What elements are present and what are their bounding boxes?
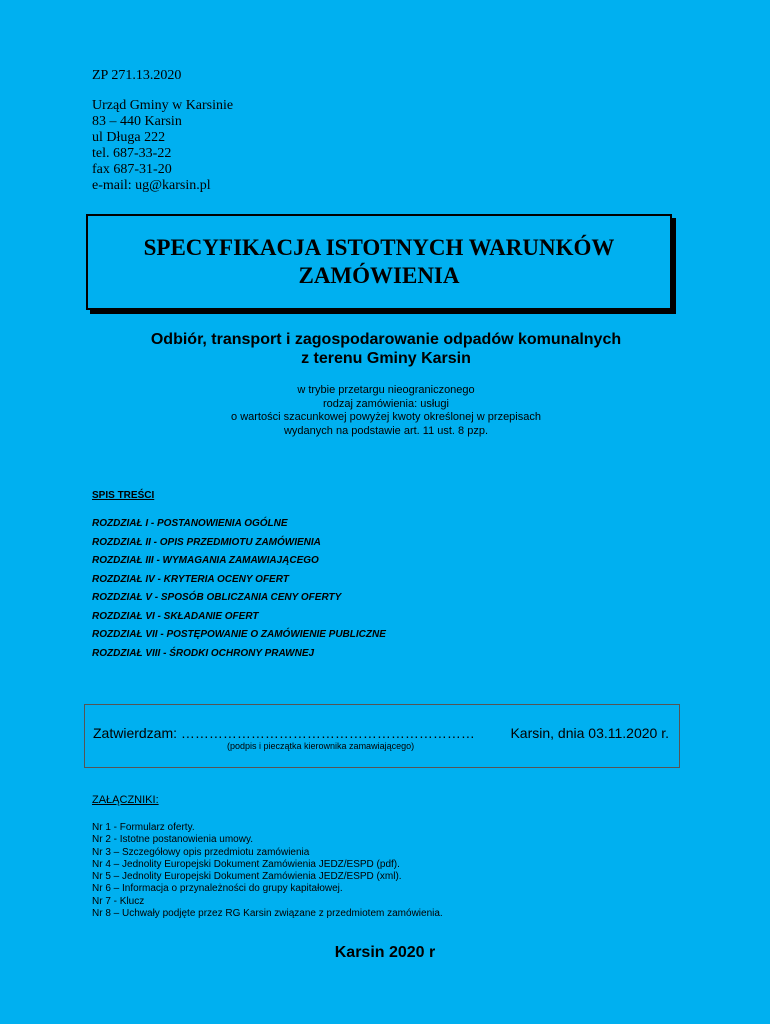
procedure-line: wydanych na podstawie art. 11 ust. 8 pzp. [283, 424, 489, 437]
attachment-item: Nr 7 - Klucz [92, 895, 145, 907]
toc-item: ROZDZIAŁ VIII - ŚRODKI OCHRONY PRAWNEJ [92, 647, 315, 659]
title-line: SPECYFIKACJA ISTOTNYCH WARUNKÓW [143, 235, 615, 260]
address-line: e-mail: ug@karsin.pl [92, 178, 211, 193]
document-title [144, 234, 615, 290]
address-line: fax 687-31-20 [92, 162, 172, 177]
table-of-contents [92, 490, 386, 663]
title-box [86, 214, 672, 310]
attachments-heading: ZAŁĄCZNIKI: [92, 794, 159, 806]
address-line: 83 – 440 Karsin [92, 114, 182, 129]
attachment-item: Nr 3 – Szczegółowy opis przedmiotu zamówienia [92, 846, 310, 858]
attachment-item: Nr 2 - Istotne postanowienia umowy. [92, 834, 254, 846]
place-date: Karsin, dnia 03.11.2020 r. [510, 725, 669, 741]
toc-item: ROZDZIAŁ II - OPIS PRZEDMIOTU ZAMÓWIENIA [92, 536, 321, 548]
address-line: ul Długa 222 [92, 130, 166, 145]
toc-item: ROZDZIAŁ VI - SKŁADANIE OFERT [92, 610, 259, 622]
header-block [92, 68, 233, 194]
address-line: tel. 687-33-22 [92, 146, 172, 161]
signature-note: (podpis i pieczątka kierownika zamawiającego) [227, 741, 415, 751]
attachment-item: Nr 4 – Jednolity Europejski Dokument Zamówienia JEDZ/ESPD (pdf). [92, 858, 400, 870]
attachment-item: Nr 6 – Informacja o przynależności do grupy kapitałowej. [92, 883, 343, 895]
address-line: Urząd Gminy w Karsinie [92, 98, 234, 113]
title-line: ZAMÓWIENIA [298, 263, 460, 288]
procedure-line: o wartości szacunkowej powyżej kwoty określonej w przepisach [231, 411, 541, 423]
toc-item: ROZDZIAŁ IV - KRYTERIA OCENY OFERT [92, 573, 289, 585]
attachments [92, 794, 443, 920]
subject-line: z terenu Gminy Karsin [301, 350, 471, 367]
toc-item: ROZDZIAŁ V - SPOSÓB OBLICZANIA CENY OFERTY [92, 592, 342, 603]
toc-item: ROZDZIAŁ I - POSTANOWIENIA OGÓLNE [92, 518, 288, 529]
procedure-line: w trybie przetargu nieograniczonego [297, 384, 475, 396]
procedure-info [86, 384, 686, 438]
toc-item: ROZDZIAŁ VII - POSTĘPOWANIE O ZAMÓWIENIE PUBLICZNE [92, 629, 386, 640]
subject [86, 330, 686, 368]
footer-place-year: Karsin 2020 r [334, 944, 436, 961]
attachment-item: Nr 1 - Formularz oferty. [92, 822, 195, 833]
attachment-item: Nr 8 – Uchwały podjęte przez RG Karsin związane z przedmiotem zamówienia. [92, 908, 443, 920]
attachment-item: Nr 5 – Jednolity Europejski Dokument Zamówienia JEDZ/ESPD (xml). [92, 871, 402, 883]
subject-line: Odbiór, transport i zagospodarowanie odpadów komunalnych [150, 331, 622, 348]
toc-heading: SPIS TREŚCI [92, 490, 155, 501]
procedure-line: rodzaj zamówienia: usługi [323, 397, 449, 410]
approval-label: Zatwierdzam: ……………………………………………………… [93, 725, 475, 741]
toc-item: ROZDZIAŁ III - WYMAGANIA ZAMAWIAJĄCEGO [92, 555, 319, 566]
approval-box [84, 704, 680, 768]
reference-number: ZP 271.13.2020 [92, 68, 182, 83]
